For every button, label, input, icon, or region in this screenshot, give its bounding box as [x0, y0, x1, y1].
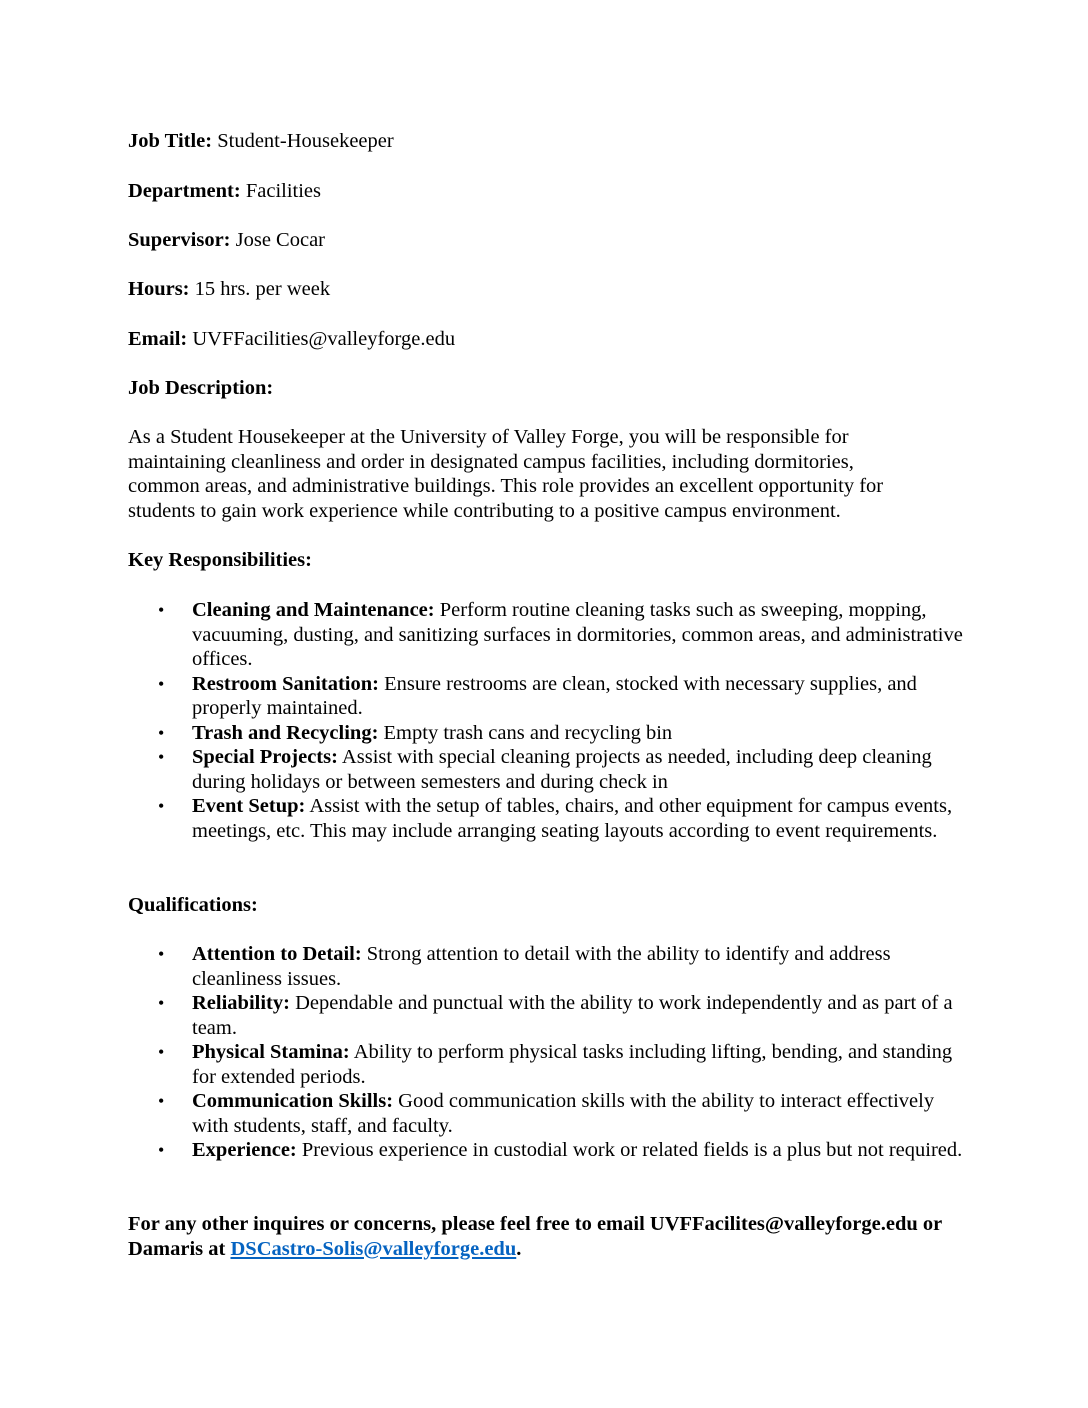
contact-footer [128, 1212, 958, 1261]
bullet-icon: • [158, 993, 165, 1013]
job-title-label: Job Title: [128, 130, 213, 152]
supervisor-label: Supervisor: [128, 229, 231, 251]
department-label: Department: [128, 180, 241, 202]
bullet-icon: • [158, 673, 165, 694]
email-link[interactable]: DSCastro-Solis@valleyforge.edu [230, 1237, 517, 1260]
item-title: Communication Skills: [192, 1090, 394, 1112]
qualifications-heading: Qualifications: [128, 894, 258, 916]
bullet-icon: • [158, 722, 165, 743]
supervisor-value: Jose Cocar [235, 229, 326, 251]
item-title: Trash and Recycling: [192, 721, 379, 744]
list-item [128, 794, 968, 843]
list-item [128, 745, 968, 794]
qualifications-list [128, 942, 968, 1163]
item-title: Cleaning and Maintenance: [192, 599, 435, 621]
job-title-value: Student-Housekeeper [217, 130, 394, 152]
bullet-icon: • [158, 747, 165, 767]
item-text: Ensure restrooms are clean, stocked with necessary supplies, and properly maintained. [192, 672, 917, 719]
item-text: Perform routine cleaning tasks such as sweeping, mopping, vacuuming, dusting, and sanitizing surfaces in dormitories, common areas, and administrative offices. [192, 599, 963, 670]
item-title: Event Setup: [192, 795, 306, 817]
item-title: Physical Stamina: [192, 1041, 350, 1063]
hours-label: Hours: [128, 278, 190, 300]
item-text: Empty trash cans and recycling bin [378, 721, 673, 744]
email-line [128, 327, 455, 352]
item-title: Reliability: [192, 992, 290, 1014]
job-description-body: As a Student Housekeeper at the University of Valley Forge, you will be responsible for maintaining cleanliness and order in designated campus facilities, including dormitories, common areas, and administrative buildings. This role provides an excellent opportunity for students to gain work experience while contributing to a positive campus environment. [128, 426, 884, 522]
department-line [128, 179, 321, 204]
item-text: Dependable and punctual with the ability to work independently and as part of a team. [192, 992, 953, 1039]
item-title: Restroom Sanitation: [192, 672, 379, 695]
key-responsibilities-heading: Key Responsibilities: [128, 549, 312, 571]
item-text: Previous experience in custodial work or related fields is a plus but not required. [296, 1139, 963, 1161]
item-text: Good communication skills with the ability to interact effectively with students, staff, and faculty. [192, 1090, 935, 1137]
footer-end: . [516, 1237, 522, 1260]
bullet-icon: • [158, 1140, 165, 1160]
bullet-icon: • [158, 1042, 165, 1062]
hours-value: 15 hrs. per week [194, 278, 331, 300]
email-label: Email: [128, 328, 188, 350]
item-text: Strong attention to detail with the ability to identify and address cleanliness issues. [192, 943, 891, 990]
bullet-icon: • [158, 1091, 165, 1111]
list-item [128, 991, 968, 1040]
item-text: Assist with the setup of tables, chairs, and other equipment for campus events, meetings, etc. This may include arranging seating layouts according to event requirements. [192, 795, 953, 842]
bullet-icon: • [158, 944, 165, 964]
list-item [128, 942, 968, 991]
item-text: Assist with special cleaning projects as needed, including deep cleaning during holidays or between semesters and during check in [192, 746, 932, 793]
list-item [128, 1040, 968, 1089]
list-item [128, 1089, 968, 1138]
list-item [128, 721, 968, 746]
item-title: Attention to Detail: [192, 943, 362, 965]
hours-line [128, 277, 330, 302]
item-title: Experience: [192, 1139, 297, 1161]
item-text: Ability to perform physical tasks including lifting, bending, and standing for extended periods. [192, 1041, 953, 1088]
responsibilities-list [128, 598, 968, 843]
job-title-line [128, 129, 394, 154]
list-item [128, 1138, 968, 1163]
list-item [128, 598, 968, 672]
list-item [128, 672, 968, 721]
department-value: Facilities [245, 180, 321, 202]
bullet-icon: • [158, 796, 165, 816]
supervisor-line [128, 228, 325, 253]
bullet-icon: • [158, 600, 165, 620]
footer-text: For any other inquires or concerns, please feel free to email UVFFacilites@valleyforge.edu or Damaris at [128, 1213, 942, 1260]
email-value: UVFFacilities@valleyforge.edu [192, 328, 456, 350]
job-description-heading: Job Description: [128, 377, 274, 399]
item-title: Special Projects: [192, 746, 338, 768]
